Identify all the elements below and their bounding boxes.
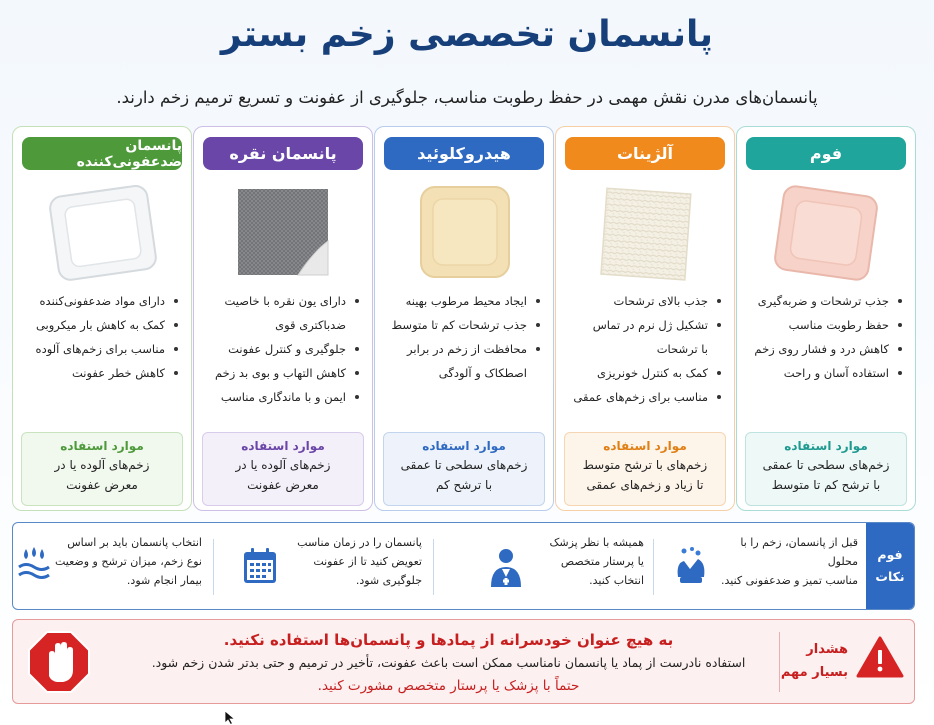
divider [213,539,214,595]
usage-line: تا زیاد و زخم‌های عمقی [586,478,704,492]
list-item: تشکیل ژل نرم در تماس [566,313,722,337]
list-item: مناسب برای زخم‌های آلوده [23,337,179,361]
warning-headline: به هیچ عنوان خودسرانه از پمادها و پانسمان‌ها استفاده نکنید. [223,631,674,649]
divider [433,539,434,595]
usage-box [564,432,726,506]
warning-advice: حتماً با پزشک یا پرستار متخصص مشورت کنید. [317,678,580,694]
usage-title: موارد استفاده [784,439,868,453]
tips-label-line: فوم [877,547,903,562]
list-item: دارای یون نقره با خاصیت [204,289,360,313]
page-subtitle: پانسمان‌های مدرن نقش مهمی در حفظ رطوبت مناسب، جلوگیری از عفونت و تسریع ترمیم زخم دارند. [116,88,818,107]
tip-text: یا پرستار متخصص [560,555,644,568]
usage-line: زخم‌های سطحی تا عمقی [400,458,528,472]
divider [779,632,780,692]
tip-text: نوع زخم، میزان ترشح و وضعیت [54,555,202,568]
card-title: پانسمان نقره [203,137,363,170]
card-antiseptic [12,126,192,511]
wound-moisture-icon [17,547,51,583]
tip-text: پانسمان را در زمان مناسب [297,536,422,549]
warning-panel [12,619,915,704]
usage-line: زخم‌های سطحی تا عمقی [762,458,890,472]
list-item: ضدباکتری قوی [275,318,346,332]
card-silver [193,126,373,511]
usage-line: با ترشح کم تا متوسط [771,478,881,492]
tip-text: بیمار انجام شود. [126,574,202,587]
feature-list [566,289,722,409]
card-hydrocolloid [374,126,554,511]
tip-text: انتخاب پانسمان باید بر اساس [67,536,202,549]
foam-dressing-image [737,181,915,285]
hand-wash-icon [674,547,708,587]
list-item: استفاده آسان و راحت [747,361,903,385]
tip-item [17,533,202,601]
list-item: محافظت از زخم در برابر [385,337,541,361]
feature-list [23,289,179,385]
usage-line: زخم‌های با ترشح متوسط [582,458,708,472]
tip-text: تعویض کنید تا از عفونت [313,555,422,568]
usage-box [21,432,183,506]
usage-line: زخم‌های آلوده یا در [54,458,150,472]
tip-item [232,533,422,601]
tip-text: همیشه با نظر پزشک [549,536,644,549]
divider [653,539,654,595]
tips-panel [12,522,915,610]
mouse-cursor-icon [224,710,236,725]
list-item: با ترشحات [656,342,708,356]
warning-triangle-icon [856,636,904,678]
list-item: اصطکاک و آلودگی [438,366,527,380]
silver-dressing-image [194,181,372,285]
tip-text: مناسب تمیز و ضدعفونی کنید. [721,574,858,587]
usage-line: معرض عفونت [247,478,319,492]
list-item: جلوگیری و کنترل عفونت [204,337,360,361]
usage-title: موارد استفاده [603,439,687,453]
calendar-icon [242,547,278,585]
warning-label: بسیار مهم [780,665,848,680]
list-item: ایمن و با ماندگاری مناسب [204,385,360,409]
tips-label [866,523,914,609]
list-item: ایجاد محیط مرطوب بهینه [385,289,541,313]
feature-list [204,289,360,409]
list-item: کاهش التهاب و بوی بد زخم [204,361,360,385]
usage-box [202,432,364,506]
tip-text: قبل از پانسمان، زخم را با محلول [740,536,858,568]
list-item: جذب ترشحات کم تا متوسط [385,313,541,337]
tip-item [668,533,858,601]
usage-box [745,432,907,506]
tip-item [454,533,644,601]
card-title: هیدروکلوئید [384,137,544,170]
list-item: کاهش خطر عفونت [23,361,179,385]
card-alginate [555,126,735,511]
doctor-icon [488,547,524,587]
usage-line: با ترشح کم [435,478,493,492]
feature-list [747,289,903,385]
usage-line: زخم‌های آلوده یا در [235,458,331,472]
list-item: جذب ترشحات و ضربه‌گیری [747,289,903,313]
page-title: پانسمان تخصصی زخم بستر [220,14,714,55]
card-title: پانسمان ضدعفونی‌کننده [22,137,182,170]
warning-body: استفاده نادرست از پماد یا پانسمان نامناسب ممکن است باعث عفونت، تأخیر در ترمیم و حتی بدتر شدن زخم شود. [151,655,746,670]
usage-title: موارد استفاده [422,439,506,453]
alginate-dressing-image [556,181,734,285]
list-item: کاهش درد و فشار روی زخم [747,337,903,361]
list-item: دارای مواد ضدعفونی‌کننده [23,289,179,313]
usage-title: موارد استفاده [60,439,144,453]
warning-label: هشدار [806,642,848,657]
dressing-cards [12,126,916,511]
list-item: کمک به کنترل خونریزی [566,361,722,385]
stop-hand-icon [27,630,91,694]
usage-box [383,432,545,506]
tip-text: جلوگیری شود. [355,574,422,587]
hydrocolloid-dressing-image [375,181,553,285]
feature-list [385,289,541,385]
list-item: جذب بالای ترشحات [566,289,722,313]
list-item: مناسب برای زخم‌های عمقی [566,385,722,409]
card-foam [736,126,916,511]
usage-line: معرض عفونت [66,478,138,492]
list-item: حفظ رطوبت مناسب [747,313,903,337]
antiseptic-dressing-image [13,181,191,285]
tips-label-line: نکات [875,569,905,584]
card-title: فوم [746,137,906,170]
usage-title: موارد استفاده [241,439,325,453]
tip-text: انتخاب کنید. [589,574,644,587]
list-item: کمک به کاهش بار میکروبی [23,313,179,337]
card-title: آلژینات [565,137,725,170]
